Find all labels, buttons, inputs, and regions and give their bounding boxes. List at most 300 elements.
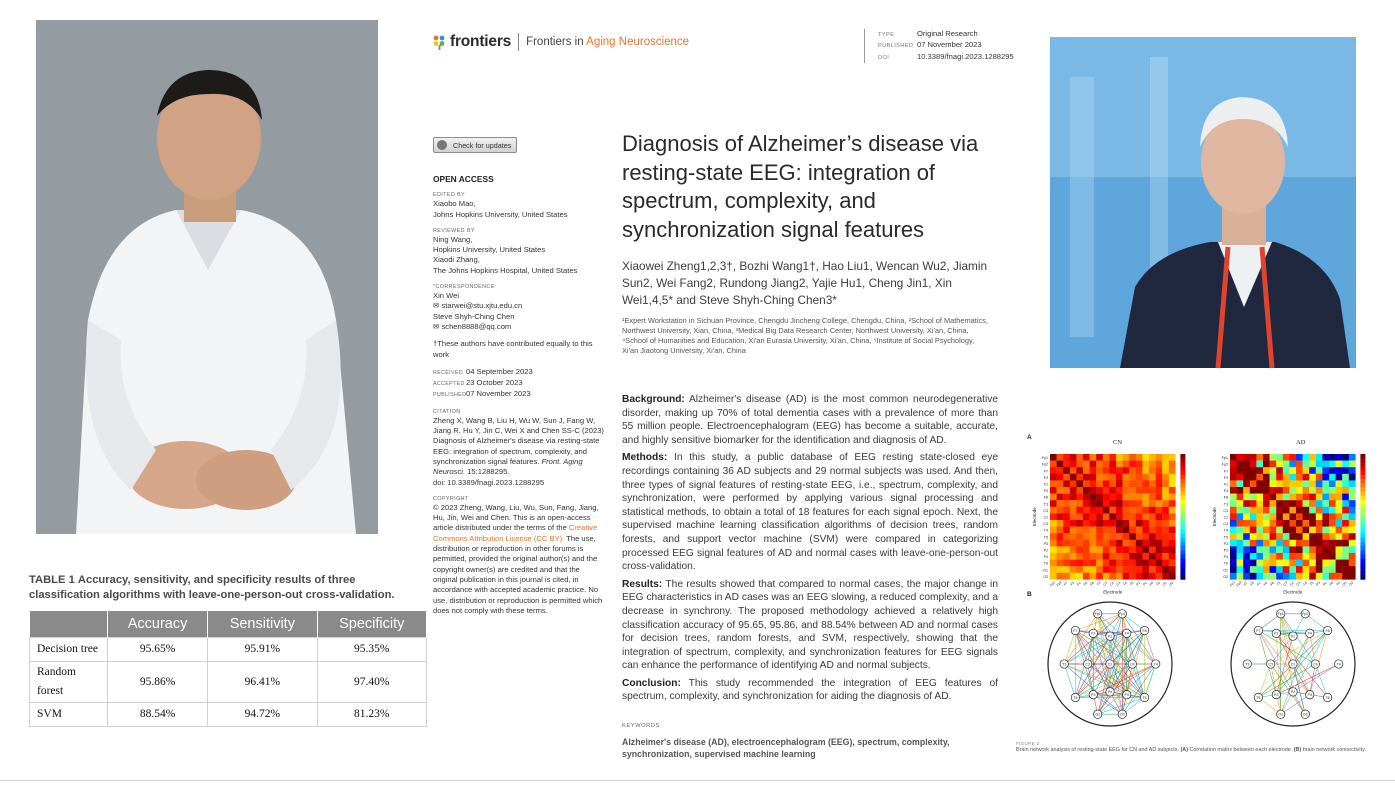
- heatmap-cell: [1250, 487, 1257, 494]
- heatmap-cell: [1162, 507, 1169, 514]
- heatmap-cell: [1090, 474, 1097, 481]
- heatmap-cell: [1123, 527, 1130, 534]
- colorbar-segment: [1180, 571, 1185, 575]
- heatmap-cell: [1270, 500, 1277, 507]
- heatmap-cell: [1230, 513, 1237, 520]
- heatmap-cell: [1289, 487, 1296, 494]
- heatmap-cell: [1129, 474, 1136, 481]
- heatmap-row-label: F3: [1043, 475, 1048, 480]
- heatmap-cell: [1336, 487, 1343, 494]
- heatmap-cell: [1116, 573, 1123, 580]
- conclusion-text: This study recommended the integration of EEG features of spectrum, complexity, and synchronization for aiding the diagnosis of AD.: [622, 677, 998, 703]
- heatmap-cell: [1263, 494, 1270, 501]
- heatmap-cell: [1057, 546, 1064, 553]
- heatmap-cell: [1250, 474, 1257, 481]
- methods-label: Methods:: [622, 452, 668, 464]
- journal-logo[interactable]: [433, 33, 689, 51]
- heatmap-cell: [1070, 461, 1077, 468]
- heatmap-cell: [1243, 573, 1250, 580]
- colorbar-segment: [1180, 454, 1185, 458]
- heatmap-cell: [1230, 467, 1237, 474]
- heatmap-cell: [1057, 573, 1064, 580]
- heatmap-col-label: P4: [1148, 580, 1155, 587]
- heatmap-cell: [1103, 513, 1110, 520]
- network-node-label: F3: [1274, 631, 1279, 636]
- network-edge: [1256, 628, 1309, 634]
- heatmap-cell: [1050, 533, 1057, 540]
- heatmap-cell: [1316, 507, 1323, 514]
- heatmap-row-label: C4: [1043, 522, 1048, 527]
- heatmap-cell: [1063, 533, 1070, 540]
- heatmap-cell: [1256, 546, 1263, 553]
- heatmap-cell: [1096, 573, 1103, 580]
- ad-colorbar: [1360, 454, 1365, 580]
- heatmap-cell: [1243, 533, 1250, 540]
- figure-caption: [1016, 740, 1386, 754]
- heatmap-cell: [1162, 573, 1169, 580]
- heatmap-cell: [1149, 533, 1156, 540]
- heatmap-col-label: O2: [1168, 580, 1175, 587]
- heatmap-cell: [1096, 513, 1103, 520]
- heatmap-cell: [1243, 520, 1250, 527]
- heatmap-x-axis-label: Electrode: [1283, 589, 1303, 595]
- heatmap-cell: [1336, 461, 1343, 468]
- colorbar-segment: [1180, 504, 1185, 508]
- heatmap-cell: [1243, 513, 1250, 520]
- heatmap-cell: [1283, 454, 1290, 461]
- heatmap-cell: [1263, 540, 1270, 547]
- network-node-label: Fz: [1108, 634, 1112, 639]
- heatmap-cell: [1243, 461, 1250, 468]
- heatmap-cell: [1142, 553, 1149, 560]
- heatmap-cell: [1243, 546, 1250, 553]
- heatmap-cell: [1142, 566, 1149, 573]
- heatmap-cell: [1296, 520, 1303, 527]
- colorbar-segment: [1360, 563, 1365, 567]
- heatmap-cell: [1116, 533, 1123, 540]
- row-specificity: 81.23%: [317, 702, 426, 726]
- heatmap-cell: [1256, 487, 1263, 494]
- heatmap-cell: [1309, 454, 1316, 461]
- heatmap-cell: [1057, 480, 1064, 487]
- colorbar-segment: [1360, 525, 1365, 529]
- heatmap-cell: [1116, 520, 1123, 527]
- heatmap-cell: [1322, 527, 1329, 534]
- heatmap-cell: [1156, 573, 1163, 580]
- published-label: PUBLISHED: [433, 392, 467, 399]
- heatmap-cell: [1109, 454, 1116, 461]
- heatmap-cell: [1263, 461, 1270, 468]
- heatmap-cell: [1296, 527, 1303, 534]
- heatmap-cell: [1263, 560, 1270, 567]
- heatmap-col-label: F4: [1082, 580, 1089, 587]
- heatmap-cell: [1263, 566, 1270, 573]
- heatmap-cell: [1169, 520, 1176, 527]
- heatmap-cell: [1322, 454, 1329, 461]
- heatmap-cell: [1322, 461, 1329, 468]
- citation-doi[interactable]: doi: 10.3389/fnagi.2023.1288295: [433, 477, 545, 487]
- heatmap-cell: [1096, 494, 1103, 501]
- heatmap-cell: [1309, 527, 1316, 534]
- heatmap-cell: [1129, 454, 1136, 461]
- heatmap-cell: [1116, 480, 1123, 487]
- colorbar-segment: [1180, 525, 1185, 529]
- heatmap-cell: [1303, 527, 1310, 534]
- network-node-label: F8: [1325, 628, 1330, 633]
- heatmap-cell: [1270, 533, 1277, 540]
- heatmap-cell: [1109, 560, 1116, 567]
- check-updates-label: Check for updates: [453, 140, 512, 150]
- heatmap-row-label: F8: [1043, 495, 1048, 500]
- heatmap-cell: [1270, 454, 1277, 461]
- heatmap-cell: [1289, 480, 1296, 487]
- heatmap-cell: [1336, 573, 1343, 580]
- heatmap-cell: [1169, 487, 1176, 494]
- heatmap-cell: [1123, 494, 1130, 501]
- heatmap-cell: [1237, 520, 1244, 527]
- colorbar-segment: [1180, 458, 1185, 462]
- heatmap-cell: [1063, 553, 1070, 560]
- heatmap-cell: [1162, 467, 1169, 474]
- background-label: Background:: [622, 394, 685, 405]
- heatmap-cell: [1076, 553, 1083, 560]
- heatmap-cell: [1149, 566, 1156, 573]
- keywords-label: KEYWORDS: [622, 723, 660, 729]
- heatmap-cell: [1083, 467, 1090, 474]
- heatmap-cell: [1169, 546, 1176, 553]
- heatmap-cell: [1103, 480, 1110, 487]
- heatmap-cell: [1342, 454, 1349, 461]
- heatmap-cell: [1116, 560, 1123, 567]
- heatmap-cell: [1243, 474, 1250, 481]
- heatmap-cell: [1336, 533, 1343, 540]
- heatmap-cell: [1109, 461, 1116, 468]
- heatmap-cell: [1169, 513, 1176, 520]
- heatmap-cell: [1349, 461, 1356, 468]
- heatmap-cell: [1276, 454, 1283, 461]
- heatmap-cell: [1237, 513, 1244, 520]
- heatmap-cell: [1162, 520, 1169, 527]
- network-edge: [1132, 664, 1144, 697]
- heatmap-cell: [1309, 566, 1316, 573]
- methods-text: In this study, a public database of EEG resting state-closed eye recordings containing 36 AD subjects and 29 normal subjects was used. And then, three types of signal features of resting-state EEG, i.e., spectrum, complexity, and synchronization, were performed by applying various signal processing and statistical methods, to obtain a total of 18 features for each signal epoch. Next, the supervised machine learning classification algorithms of decision trees, random forests, and support vector machine (SVM) were compared in categorizing processed EEG signal features of AD and normal cases with leave-one-person-out cross-validation.: [622, 452, 998, 573]
- heatmap-cell: [1083, 507, 1090, 514]
- heatmap-cell: [1076, 513, 1083, 520]
- heatmap-cell: [1050, 507, 1057, 514]
- heatmap-cell: [1309, 474, 1316, 481]
- heatmap-cell: [1309, 480, 1316, 487]
- heatmap-col-label: T6: [1335, 580, 1341, 587]
- correspondent-email[interactable]: ✉ starwei@stu.xjtu.edu.cn: [433, 301, 523, 311]
- heatmap-cell: [1243, 454, 1250, 461]
- table-header-empty: [30, 611, 108, 637]
- heatmap-cell: [1322, 474, 1329, 481]
- heatmap-cell: [1349, 566, 1356, 573]
- heatmap-cell: [1336, 560, 1343, 567]
- row-specificity: 95.35%: [317, 637, 426, 661]
- heatmap-cell: [1309, 546, 1316, 553]
- heatmap-cell: [1070, 546, 1077, 553]
- abstract-results: [622, 578, 998, 673]
- heatmap-cell: [1169, 507, 1176, 514]
- heatmap-cell: [1129, 507, 1136, 514]
- heatmap-cell: [1289, 573, 1296, 580]
- correspondent-email[interactable]: ✉ schen8888@qq.com: [433, 321, 512, 331]
- heatmap-cell: [1243, 487, 1250, 494]
- heatmap-cell: [1057, 474, 1064, 481]
- heatmap-row-label: C3: [1223, 508, 1228, 513]
- heatmap-cell: [1237, 500, 1244, 507]
- heatmap-cell: [1263, 553, 1270, 560]
- heatmap-cell: [1336, 480, 1343, 487]
- colorbar-segment: [1180, 483, 1185, 487]
- background-text: Alzheimer's disease (AD) is the most common neurodegenerative disorder, making up 70% of total dementia cases with a prevalence of more than 55 million people. Electroencephalogram (EEG) has become a suitable, accurate, and highly sensitive biomarker for the identification and diagnosis of AD.: [622, 394, 998, 446]
- heatmap-cell: [1309, 500, 1316, 507]
- published-date: 07 November 2023: [466, 389, 531, 399]
- heatmap-cell: [1230, 474, 1237, 481]
- heatmap-cell: [1156, 507, 1163, 514]
- table-caption: [29, 573, 425, 602]
- heatmap-cell: [1250, 480, 1257, 487]
- heatmap-cell: [1283, 573, 1290, 580]
- article-authors: Xiaowei Zheng1,2,3†, Bozhi Wang1†, Hao Liu1, Wencan Wu2, Jiamin Sun2, Wei Fang2, Rundong Jiang2, Yajie Hu1, Cheng Jin1, Xin Wei1,4,5* and Steve Shyh-Ching Chen3*: [622, 259, 988, 307]
- heatmap-cell: [1136, 513, 1143, 520]
- heatmap-cell: [1342, 553, 1349, 560]
- heatmap-cell: [1057, 454, 1064, 461]
- heatmap-col-label: Pz: [1142, 580, 1148, 587]
- heatmap-cell: [1070, 573, 1077, 580]
- heatmap-cell: [1336, 520, 1343, 527]
- heatmap-cell: [1303, 507, 1310, 514]
- heatmap-cell: [1142, 513, 1149, 520]
- heatmap-cell: [1237, 560, 1244, 567]
- heatmap-cell: [1083, 527, 1090, 534]
- heatmap-cell: [1057, 553, 1064, 560]
- heatmap-cell: [1256, 467, 1263, 474]
- table-row: [30, 637, 427, 661]
- row-accuracy: 88.54%: [108, 702, 208, 726]
- heatmap-row-label: T4: [1223, 528, 1228, 533]
- heatmap-cell: [1309, 573, 1316, 580]
- network-node-label: C3: [1085, 662, 1090, 667]
- published-line: [433, 389, 605, 400]
- network-node-label: O1: [1278, 712, 1284, 717]
- equal-contribution-note: †These authors have contributed equally to this work: [433, 339, 593, 359]
- heatmap-cell: [1342, 461, 1349, 468]
- heatmap-cell: [1129, 560, 1136, 567]
- heatmap-cell: [1076, 520, 1083, 527]
- heatmap-cell: [1329, 454, 1336, 461]
- heatmap-cell: [1050, 454, 1057, 461]
- heatmap-cell: [1276, 461, 1283, 468]
- heatmap-row-label: Fp2: [1221, 462, 1228, 467]
- heatmap-col-label: F7: [1062, 580, 1069, 587]
- cc-license-link[interactable]: Creative Commons Attribution License (CC BY).: [433, 523, 598, 543]
- heatmap-col-label: P3: [1135, 580, 1142, 587]
- right-portrait-photo: [1050, 37, 1356, 368]
- heatmap-row-label: P4: [1043, 555, 1048, 560]
- heatmap-cell: [1142, 507, 1149, 514]
- heatmap-cell: [1169, 461, 1176, 468]
- colorbar-segment: [1360, 471, 1365, 475]
- heatmap-cell: [1303, 480, 1310, 487]
- heatmap-cell: [1309, 540, 1316, 547]
- colorbar-segment: [1360, 508, 1365, 512]
- heatmap-cell: [1096, 480, 1103, 487]
- heatmap-row-label: Cz: [1223, 515, 1228, 520]
- heatmap-cell: [1070, 487, 1077, 494]
- heatmap-cell: [1109, 500, 1116, 507]
- heatmap-cell: [1230, 540, 1237, 547]
- heatmap-cell: [1169, 553, 1176, 560]
- heatmap-cell: [1250, 507, 1257, 514]
- colorbar-segment: [1180, 567, 1185, 571]
- heatmap-cell: [1276, 480, 1283, 487]
- heatmap-row-label: F7: [1043, 469, 1048, 474]
- heatmap-cell: [1263, 474, 1270, 481]
- heatmap-cell: [1050, 474, 1057, 481]
- heatmap-cell: [1050, 560, 1057, 567]
- heatmap-cell: [1237, 527, 1244, 534]
- heatmap-cell: [1103, 573, 1110, 580]
- heatmap-cell: [1230, 573, 1237, 580]
- heatmap-y-axis-label: Electrode: [1032, 507, 1037, 527]
- heatmap-cell: [1070, 467, 1077, 474]
- colorbar-segment: [1180, 533, 1185, 537]
- heatmap-cell: [1083, 487, 1090, 494]
- colorbar-segment: [1180, 559, 1185, 563]
- heatmap-cell: [1116, 566, 1123, 573]
- heatmap-cell: [1250, 513, 1257, 520]
- colorbar-segment: [1180, 471, 1185, 475]
- table-row: [30, 702, 427, 726]
- heatmap-cell: [1156, 461, 1163, 468]
- heatmap-cell: [1309, 467, 1316, 474]
- heatmap-cell: [1270, 520, 1277, 527]
- heatmap-row-label: T5: [1043, 535, 1048, 540]
- heatmap-cell: [1336, 494, 1343, 501]
- heatmap-cell: [1256, 527, 1263, 534]
- heatmap-cell: [1296, 500, 1303, 507]
- network-node-label: Cz: [1107, 662, 1113, 667]
- heatmap-cell: [1103, 527, 1110, 534]
- heatmap-cell: [1050, 500, 1057, 507]
- colorbar-segment: [1360, 538, 1365, 542]
- heatmap-cell: [1076, 467, 1083, 474]
- table-header-row: [30, 611, 427, 637]
- heatmap-cell: [1349, 553, 1356, 560]
- colorbar-segment: [1360, 487, 1365, 491]
- cn-matrix-title: CN: [1113, 439, 1123, 446]
- heatmap-cell: [1276, 520, 1283, 527]
- network-node-label: C4: [1313, 662, 1318, 667]
- heatmap-cell: [1303, 553, 1310, 560]
- heatmap-cell: [1109, 487, 1116, 494]
- heatmap-cell: [1090, 494, 1097, 501]
- heatmap-cell: [1296, 560, 1303, 567]
- abstract: [622, 393, 998, 708]
- heatmap-cell: [1057, 560, 1064, 567]
- heatmap-row-label: C4: [1223, 522, 1228, 527]
- heatmap-cell: [1070, 507, 1077, 514]
- ad-heatmap: [1230, 454, 1356, 580]
- heatmap-cell: [1296, 566, 1303, 573]
- figure-panel-b-label: B: [1027, 591, 1032, 598]
- heatmap-cell: [1316, 560, 1323, 567]
- heatmap-cell: [1256, 494, 1263, 501]
- heatmap-row-label: C3: [1043, 508, 1048, 513]
- heatmap-cell: [1136, 474, 1143, 481]
- heatmap-cell: [1316, 546, 1323, 553]
- heatmap-cell: [1083, 480, 1090, 487]
- heatmap-cell: [1243, 480, 1250, 487]
- row-specificity: 97.40%: [317, 661, 426, 702]
- heatmap-cell: [1096, 454, 1103, 461]
- heatmap-cell: [1109, 494, 1116, 501]
- heatmap-cell: [1076, 540, 1083, 547]
- heatmap-col-label: F8: [1089, 580, 1095, 587]
- heatmap-row-label: Fp2: [1041, 462, 1048, 467]
- results-text: The results showed that compared to normal cases, the major change in EEG characteristics in AD cases was an EEG slowing, a reduced complexity, and a decrease in synchrony. The proposed methodology achieved a relatively high classification accuracy of 95.65, 95.86, and 88.54% between AD and normal cases for decision trees, random forests, and SVM, respectively, showing that the integration of spectrum, complexity, and synchronization features for EEG signals can enhance the performance of identifying AD and normal subjects.: [622, 578, 998, 672]
- heatmap-cell: [1309, 487, 1316, 494]
- row-accuracy: 95.86%: [108, 661, 208, 702]
- colorbar-segment: [1180, 550, 1185, 554]
- article-affiliations: ¹Expert Workstation in Sichuan Province, Chengdu Jincheng College, Chengdu, China, ²School of Mathematics, Northwest University, Xian, China, ³Medical Big Data Research Center, Northwest University, Xi'an, China, ⁴School of Humanities and Education, Xi'an Eurasia University, Xi'an, China, ⁵Institute of Social Psychology, Xi'an Jiaotong University, Xi'an, China: [622, 316, 988, 355]
- heatmap-cell: [1309, 533, 1316, 540]
- heatmap-cell: [1303, 560, 1310, 567]
- heatmap-cell: [1123, 533, 1130, 540]
- heatmap-cell: [1283, 533, 1290, 540]
- heatmap-cell: [1090, 560, 1097, 567]
- heatmap-cell: [1270, 461, 1277, 468]
- heatmap-cell: [1303, 467, 1310, 474]
- journal-name: [526, 36, 689, 48]
- open-access-label: OPEN ACCESS: [433, 174, 494, 184]
- heatmap-cell: [1116, 513, 1123, 520]
- network-node-label: P4: [1124, 692, 1129, 697]
- doi-value[interactable]: 10.3389/fnagi.2023.1288295: [917, 51, 1014, 61]
- heatmap-cell: [1142, 573, 1149, 580]
- heatmap-cell: [1256, 553, 1263, 560]
- network-node-label: Fp1: [1094, 612, 1101, 617]
- heatmap-cell: [1116, 507, 1123, 514]
- heatmap-cell: [1237, 507, 1244, 514]
- heatmap-cell: [1230, 553, 1237, 560]
- copyright-pre: © 2023 Zheng, Wang, Liu, Wu, Sun, Fang, Jiang, Hu, Jin, Wei and Chen. This is an open-access article distributed under the terms of the: [433, 502, 599, 533]
- heatmap-row-label: T3: [1043, 502, 1048, 507]
- colorbar-segment: [1360, 504, 1365, 508]
- heatmap-cell: [1276, 507, 1283, 514]
- heatmap-cell: [1162, 487, 1169, 494]
- heatmap-cell: [1156, 494, 1163, 501]
- heatmap-cell: [1237, 467, 1244, 474]
- copyright-text: [433, 503, 605, 616]
- journal-title: Aging Neuroscience: [586, 36, 690, 48]
- heatmap-cell: [1096, 527, 1103, 534]
- network-edge: [1258, 664, 1270, 697]
- heatmap-cell: [1070, 513, 1077, 520]
- heatmap-cell: [1289, 467, 1296, 474]
- heatmap-cell: [1263, 500, 1270, 507]
- heatmap-cell: [1136, 566, 1143, 573]
- heatmap-cell: [1237, 546, 1244, 553]
- heatmap-cell: [1270, 573, 1277, 580]
- heatmap-cell: [1050, 540, 1057, 547]
- check-for-updates-button[interactable]: [433, 137, 517, 153]
- heatmap-cell: [1103, 546, 1110, 553]
- right-portrait-illustration: [1050, 37, 1356, 368]
- heatmap-cell: [1136, 540, 1143, 547]
